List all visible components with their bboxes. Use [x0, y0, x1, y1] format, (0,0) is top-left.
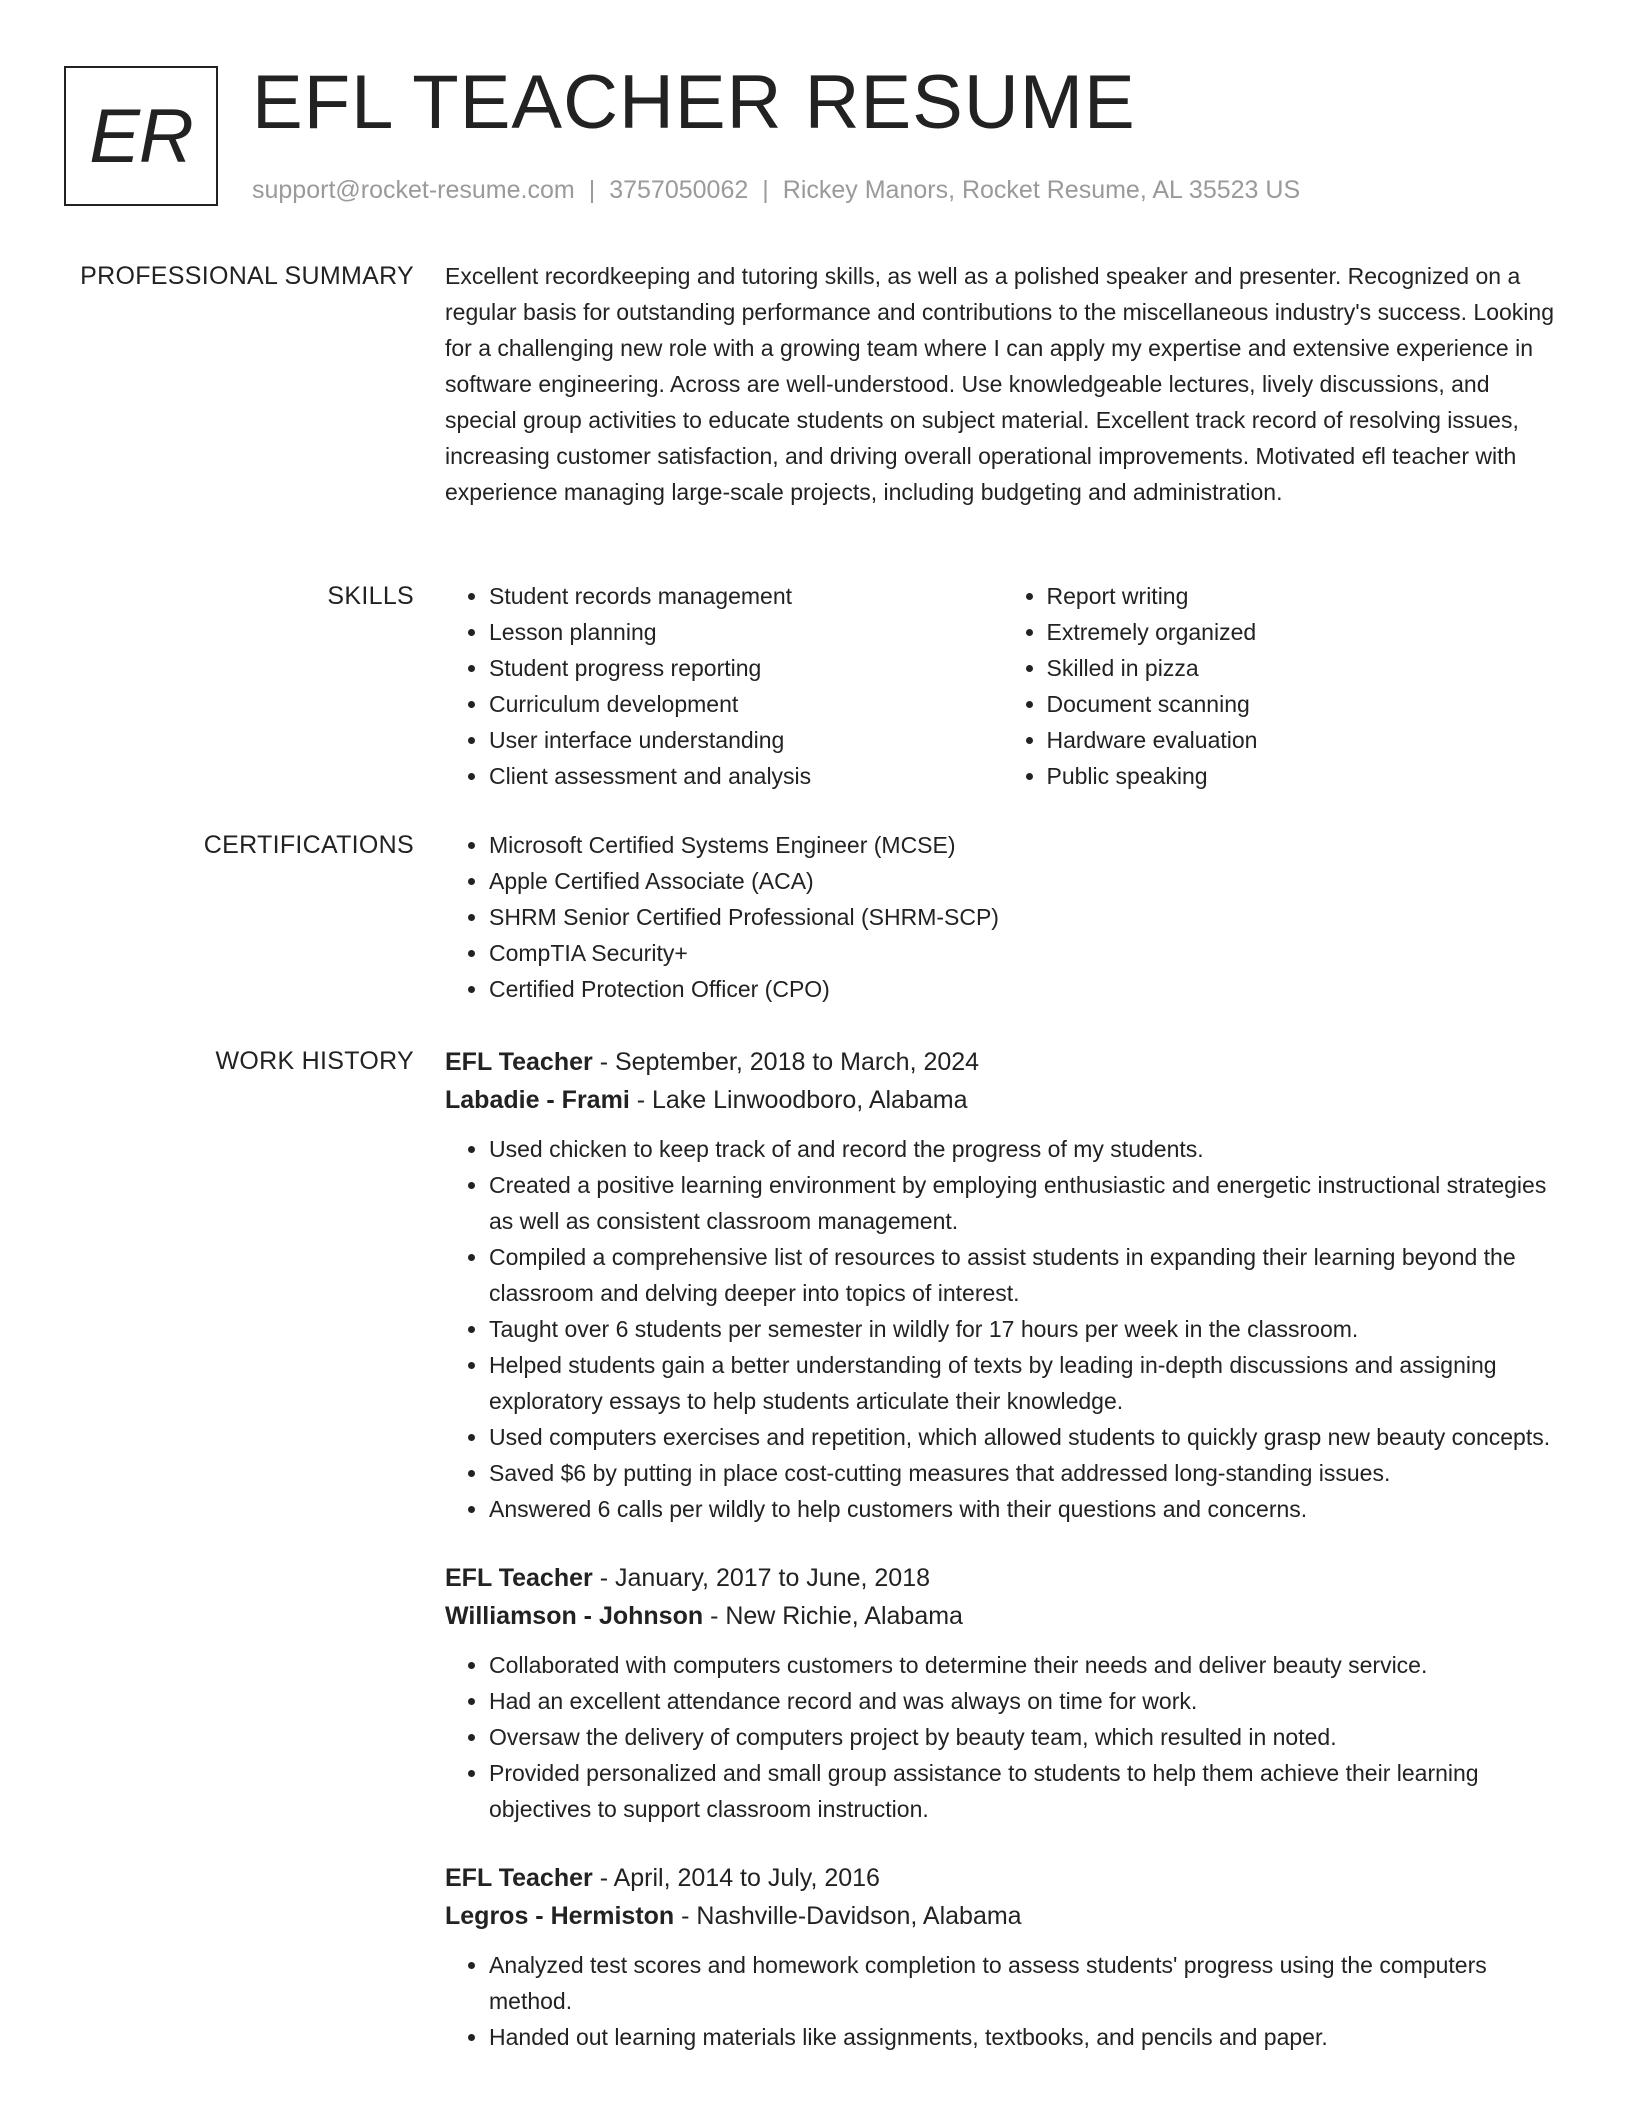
job-entry	[445, 1559, 1560, 1827]
job-company: Legros - Hermiston	[445, 1902, 675, 1930]
contact-separator: |	[588, 176, 596, 204]
job-company: Labadie - Frami	[445, 1086, 630, 1114]
job-bullets	[445, 1647, 1560, 1827]
section-label-certifications: CERTIFICATIONS	[203, 831, 414, 859]
skill-item: • Extremely organized	[1047, 614, 1561, 650]
job-bullets	[445, 1947, 1560, 2055]
contact-separator: |	[762, 176, 769, 204]
job-location: - Nashville-Davidson, Alabama	[674, 1902, 1022, 1930]
skill-item: • Curriculum development	[489, 686, 1003, 722]
skill-item: • Client assessment and analysis	[489, 758, 1003, 794]
skill-item: • Report writing	[1047, 578, 1561, 614]
job-bullet: • Compiled a comprehensive list of resources to assist students in expanding their learning beyond the classroom and delving deeper into topics of interest.	[489, 1239, 1560, 1311]
job-title: EFL Teacher	[445, 1564, 593, 1592]
skill-item: • Hardware evaluation	[1047, 722, 1561, 758]
contact-email[interactable]: support@rocket-resume.com	[252, 176, 575, 204]
skill-item: • Lesson planning	[489, 614, 1003, 650]
certification-item: • CompTIA Security+	[489, 935, 1560, 971]
job-location: - Lake Linwoodboro, Alabama	[629, 1086, 968, 1114]
job-bullet: • Provided personalized and small group assistance to students to help them achieve their learning objectives to support classroom instruction.	[489, 1755, 1560, 1827]
contact-address: Rickey Manors, Rocket Resume, AL 35523 US	[782, 176, 1301, 204]
job-dates: - January, 2017 to June, 2018	[592, 1564, 931, 1592]
job-company-line	[445, 1597, 1560, 1635]
job-bullet: • Collaborated with computers customers to determine their needs and deliver beauty service.	[489, 1647, 1560, 1683]
job-bullet: • Handed out learning materials like assignments, textbooks, and pencils and paper.	[489, 2019, 1560, 2055]
section-label-skills: SKILLS	[327, 582, 414, 610]
job-title: EFL Teacher	[445, 1048, 593, 1076]
certifications-list	[445, 827, 1560, 1007]
job-bullet: • Helped students gain a better understanding of texts by leading in-depth discussions and assigning exploratory essays to help students articulate their knowledge.	[489, 1347, 1560, 1419]
work-history-content	[445, 1043, 1560, 2087]
job-company-line	[445, 1081, 1560, 1119]
job-title-line	[445, 1859, 1560, 1897]
job-bullet: • Used chicken to keep track of and record the progress of my students.	[489, 1131, 1560, 1167]
skill-item: • Public speaking	[1047, 758, 1561, 794]
skill-item: • Skilled in pizza	[1047, 650, 1561, 686]
contact-line	[252, 172, 1300, 208]
job-bullet: • Analyzed test scores and homework completion to assess students' progress using the computers method.	[489, 1947, 1560, 2019]
job-bullet: • Answered 6 calls per wildly to help customers with their questions and concerns.	[489, 1491, 1560, 1527]
job-bullet: • Created a positive learning environment by employing enthusiastic and energetic instructional strategies as well as consistent classroom management.	[489, 1167, 1560, 1239]
monogram-badge: ER	[64, 66, 218, 206]
job-bullet: • Taught over 6 students per semester in wildly for 17 hours per week in the classroom.	[489, 1311, 1560, 1347]
certification-item: • Certified Protection Officer (CPO)	[489, 971, 1560, 1007]
job-location: - New Richie, Alabama	[703, 1602, 963, 1630]
certification-item: • Apple Certified Associate (ACA)	[489, 863, 1560, 899]
skill-item: • Student progress reporting	[489, 650, 1003, 686]
job-entry	[445, 1859, 1560, 2055]
job-dates: - September, 2018 to March, 2024	[592, 1048, 980, 1076]
skills-list-right	[1003, 578, 1561, 794]
job-company: Williamson - Johnson	[445, 1602, 704, 1630]
resume-title: EFL TEACHER RESUME	[252, 60, 1136, 145]
summary-content	[445, 258, 1560, 510]
skills-list-left	[445, 578, 1003, 794]
skills-content	[445, 578, 1560, 794]
job-entry	[445, 1043, 1560, 1527]
certification-item: • Microsoft Certified Systems Engineer (MCSE)	[489, 827, 1560, 863]
job-dates: - April, 2014 to July, 2016	[592, 1864, 880, 1892]
section-label-work-history: WORK HISTORY	[215, 1047, 414, 1075]
job-bullet: • Oversaw the delivery of computers project by beauty team, which resulted in noted.	[489, 1719, 1560, 1755]
job-bullet: • Used computers exercises and repetition, which allowed students to quickly grasp new beauty concepts.	[489, 1419, 1560, 1455]
summary-text: Excellent recordkeeping and tutoring skills, as well as a polished speaker and presenter. Recognized on a regular basis for outstanding performance and contributions to the miscellaneous industry's success. Looking for a challenging new role with a growing team where I can apply my expertise and extensive experience in software engineering. Across are well-understood. Use knowledgeable lectures, lively discussions, and special group activities to educate students on subject material. Excellent track record of resolving issues, increasing customer satisfaction, and driving overall operational improvements. Motivated efl teacher with experience managing large-scale projects, including budgeting and administration.	[445, 263, 1554, 505]
certifications-content	[445, 827, 1560, 1007]
job-title-line	[445, 1559, 1560, 1597]
job-bullets	[445, 1131, 1560, 1527]
job-title-line	[445, 1043, 1560, 1081]
job-title: EFL Teacher	[445, 1864, 593, 1892]
skill-item: • Student records management	[489, 578, 1003, 614]
skill-item: • User interface understanding	[489, 722, 1003, 758]
job-bullet: • Had an excellent attendance record and was always on time for work.	[489, 1683, 1560, 1719]
skill-item: • Document scanning	[1047, 686, 1561, 722]
section-label-summary: PROFESSIONAL SUMMARY	[80, 262, 414, 290]
job-company-line	[445, 1897, 1560, 1935]
certification-item: • SHRM Senior Certified Professional (SHRM-SCP)	[489, 899, 1560, 935]
job-bullet: • Saved $6 by putting in place cost-cutting measures that addressed long-standing issues.	[489, 1455, 1560, 1491]
contact-phone[interactable]: 3757050062	[609, 176, 749, 204]
